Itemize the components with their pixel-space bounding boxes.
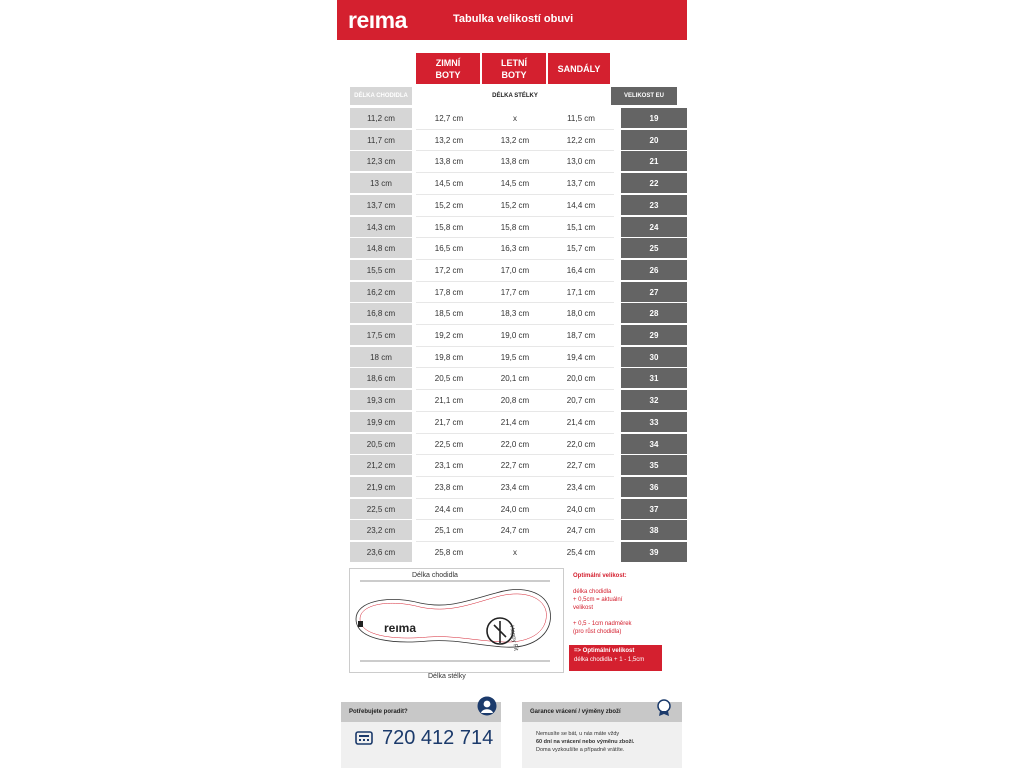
summer-boots-cell: 18,3 cm: [500, 308, 530, 318]
sandals-cell: 11,5 cm: [567, 113, 595, 123]
phone-icon: [355, 729, 373, 747]
optimal-size-box: [569, 645, 662, 671]
sandals-cell: 15,1 cm: [566, 222, 596, 232]
foot-length-label: Délka chodidla: [412, 572, 458, 579]
summer-boots-cell: 24,7 cm: [500, 525, 530, 535]
phone-number[interactable]: 720 412 714: [382, 727, 494, 749]
sandals-cell: 18,7 cm: [566, 330, 596, 340]
page-title: Tabulka velikostí obuvi: [453, 13, 574, 25]
column-header-sandals: SANDÁLY: [548, 53, 610, 84]
row-divider: [416, 411, 614, 412]
row-divider: [416, 519, 614, 520]
eu-size-cell: 21: [621, 151, 687, 171]
summer-boots-cell: 24,0 cm: [500, 504, 530, 514]
sandals-cell: 22,7 cm: [566, 460, 596, 470]
row-divider: [416, 129, 614, 130]
eu-size-cell: 38: [621, 520, 687, 540]
eu-size-cell: 27: [621, 282, 687, 302]
sandals-cell: 24,0 cm: [566, 504, 596, 514]
foot-length-cell: 18 cm: [350, 347, 412, 367]
sandals-cell: 12,2 cm: [566, 135, 596, 145]
eu-size-cell: 31: [621, 368, 687, 388]
eu-size-cell: 35: [621, 455, 687, 475]
info-line: + 0,5cm = aktuální: [573, 597, 623, 603]
row-divider: [416, 454, 614, 455]
foot-length-cell: 20,5 cm: [350, 434, 412, 454]
sandals-cell: 14,4 cm: [566, 200, 596, 210]
info-line: + 0,5 - 1cm nadměrek: [573, 621, 632, 627]
sandals-cell: 13,7 cm: [566, 178, 596, 188]
summer-boots-cell: 14,5 cm: [500, 178, 530, 188]
eu-size-cell: 32: [621, 390, 687, 410]
winter-boots-cell: 17,2 cm: [434, 265, 464, 275]
summer-boots-cell: x: [513, 113, 517, 123]
info-line: velikost: [573, 605, 594, 611]
foot-length-cell: 13,7 cm: [350, 195, 412, 215]
sandals-cell: 21,4 cm: [566, 417, 596, 427]
winter-boots-cell: 19,8 cm: [434, 352, 464, 362]
summer-boots-cell: 15,8 cm: [500, 222, 530, 232]
eu-size-cell: 28: [621, 303, 687, 323]
winter-boots-cell: 21,1 cm: [434, 395, 464, 405]
foot-length-cell: 14,3 cm: [350, 217, 412, 237]
eu-size-cell: 19: [621, 108, 687, 128]
eu-size-cell: 30: [621, 347, 687, 367]
help-panel: [341, 702, 501, 768]
sandals-cell: 22,0 cm: [566, 439, 596, 449]
foot-length-cell: 13 cm: [350, 173, 412, 193]
summer-boots-cell: 19,0 cm: [500, 330, 530, 340]
eu-size-cell: 36: [621, 477, 687, 497]
row-divider: [416, 194, 614, 195]
row-divider: [416, 281, 614, 282]
row-divider: [416, 346, 614, 347]
row-divider: [416, 216, 614, 217]
insole-brand-text: Happy Fit: [508, 625, 519, 652]
foot-length-cell: 14,8 cm: [350, 238, 412, 258]
foot-length-cell: 23,2 cm: [350, 520, 412, 540]
insole-length-label: Délka stélky: [428, 673, 466, 680]
column-header-foot-length: DÉLKA CHODIDLA: [350, 87, 412, 105]
sandals-cell: 25,4 cm: [566, 547, 596, 557]
eu-size-cell: 26: [621, 260, 687, 280]
winter-boots-cell: 13,8 cm: [434, 156, 464, 166]
sandals-cell: 17,1 cm: [566, 287, 596, 297]
winter-boots-cell: 23,8 cm: [434, 482, 464, 492]
row-divider: [416, 324, 614, 325]
insole-diagram: [349, 568, 564, 680]
eu-size-cell: 37: [621, 499, 687, 519]
winter-boots-cell: 20,5 cm: [434, 373, 464, 383]
eu-size-cell: 34: [621, 434, 687, 454]
sandals-cell: 15,7 cm: [566, 243, 596, 253]
insole-logo: reıma: [384, 621, 417, 635]
summer-boots-cell: 20,1 cm: [500, 373, 530, 383]
foot-length-cell: 23,6 cm: [350, 542, 412, 562]
column-header-winter: ZIMNÍ BOTY: [416, 53, 480, 84]
info-line: délka chodidla: [573, 589, 612, 595]
foot-length-cell: 16,8 cm: [350, 303, 412, 323]
winter-boots-cell: 15,8 cm: [434, 222, 464, 232]
returns-line: Nemusíte se bát, u nás máte vždy: [536, 731, 620, 737]
summer-boots-cell: 21,4 cm: [500, 417, 530, 427]
foot-length-cell: 15,5 cm: [350, 260, 412, 280]
eu-size-cell: 23: [621, 195, 687, 215]
sandals-cell: 23,4 cm: [566, 482, 596, 492]
foot-length-cell: 19,9 cm: [350, 412, 412, 432]
summer-boots-cell: 20,8 cm: [500, 395, 530, 405]
insole-drawing: [350, 569, 563, 672]
guarantee-badge-icon: [655, 699, 673, 717]
eu-size-cell: 22: [621, 173, 687, 193]
row-divider: [416, 367, 614, 368]
sandals-cell: 18,0 cm: [566, 308, 596, 318]
summer-boots-cell: 16,3 cm: [500, 243, 530, 253]
winter-boots-cell: 12,7 cm: [434, 113, 464, 123]
foot-length-cell: 22,5 cm: [350, 499, 412, 519]
eu-size-cell: 20: [621, 130, 687, 150]
header-banner: [337, 0, 687, 40]
summer-boots-cell: 13,8 cm: [500, 156, 530, 166]
row-divider: [416, 389, 614, 390]
eu-size-cell: 25: [621, 238, 687, 258]
winter-boots-cell: 25,1 cm: [434, 525, 464, 535]
foot-length-cell: 19,3 cm: [350, 390, 412, 410]
foot-length-cell: 11,2 cm: [350, 108, 412, 128]
sandals-cell: 16,4 cm: [566, 265, 596, 275]
returns-title: Garance vrácení / výměny zboží: [530, 709, 621, 715]
summer-boots-cell: x: [513, 547, 517, 557]
summer-boots-cell: 17,0 cm: [500, 265, 530, 275]
sandals-cell: 24,7 cm: [566, 525, 596, 535]
eu-size-cell: 24: [621, 217, 687, 237]
column-header-eu-size: VELIKOST EU: [611, 87, 677, 105]
summer-boots-cell: 15,2 cm: [500, 200, 530, 210]
returns-line: Doma vyzkoušíte a případně vrátíte.: [536, 747, 625, 753]
column-header-summer: LETNÍ BOTY: [482, 53, 546, 84]
foot-length-cell: 18,6 cm: [350, 368, 412, 388]
eu-size-cell: 33: [621, 412, 687, 432]
winter-boots-cell: 23,1 cm: [434, 460, 464, 470]
row-divider: [416, 498, 614, 499]
sandals-cell: 19,4 cm: [566, 352, 596, 362]
summer-boots-cell: 22,0 cm: [500, 439, 530, 449]
returns-line: 60 dní na vrácení nebo výměnu zboží.: [536, 739, 635, 745]
reima-logo: reıma: [348, 7, 407, 33]
row-divider: [416, 172, 614, 173]
optimal-size-info: [573, 572, 673, 636]
foot-length-cell: 21,9 cm: [350, 477, 412, 497]
row-divider: [416, 259, 614, 260]
row-divider: [416, 302, 614, 303]
winter-boots-cell: 18,5 cm: [434, 308, 464, 318]
eu-size-cell: 29: [621, 325, 687, 345]
winter-boots-cell: 15,2 cm: [434, 200, 464, 210]
winter-boots-cell: 13,2 cm: [434, 135, 464, 145]
winter-boots-cell: 24,4 cm: [434, 504, 464, 514]
summer-boots-cell: 13,2 cm: [500, 135, 530, 145]
winter-boots-cell: 17,8 cm: [434, 287, 464, 297]
sandals-cell: 20,7 cm: [566, 395, 596, 405]
foot-length-cell: 11,7 cm: [350, 130, 412, 150]
foot-length-cell: 17,5 cm: [350, 325, 412, 345]
sandals-cell: 13,0 cm: [566, 156, 596, 166]
returns-text: [536, 730, 634, 754]
row-divider: [416, 237, 614, 238]
winter-boots-cell: 22,5 cm: [434, 439, 464, 449]
box-line: délka chodidla + 1 - 1,5cm: [574, 657, 645, 663]
column-header-insole-length: DÉLKA STÉLKY: [492, 93, 538, 99]
foot-length-cell: 21,2 cm: [350, 455, 412, 475]
row-divider: [416, 476, 614, 477]
summer-boots-cell: 19,5 cm: [500, 352, 530, 362]
optimal-size-title: Optimální velikost:: [573, 573, 627, 579]
foot-length-cell: 16,2 cm: [350, 282, 412, 302]
winter-boots-cell: 19,2 cm: [434, 330, 464, 340]
summer-boots-cell: 17,7 cm: [500, 287, 530, 297]
help-title: Potřebujete poradit?: [349, 709, 408, 715]
eu-size-cell: 39: [621, 542, 687, 562]
size-chart-sheet: [337, 0, 687, 768]
winter-boots-cell: 16,5 cm: [434, 243, 464, 253]
winter-boots-cell: 25,8 cm: [434, 547, 464, 557]
info-line: (pro růst chodidla): [573, 629, 622, 635]
summer-boots-cell: 22,7 cm: [500, 460, 530, 470]
box-line: => Optimální velikost: [574, 648, 635, 654]
summer-boots-cell: 23,4 cm: [500, 482, 530, 492]
row-divider: [416, 150, 614, 151]
support-agent-icon: [477, 696, 497, 716]
returns-panel: [522, 702, 682, 768]
row-divider: [416, 541, 614, 542]
winter-boots-cell: 14,5 cm: [434, 178, 464, 188]
foot-length-cell: 12,3 cm: [350, 151, 412, 171]
sandals-cell: 20,0 cm: [566, 373, 596, 383]
winter-boots-cell: 21,7 cm: [434, 417, 464, 427]
row-divider: [416, 433, 614, 434]
